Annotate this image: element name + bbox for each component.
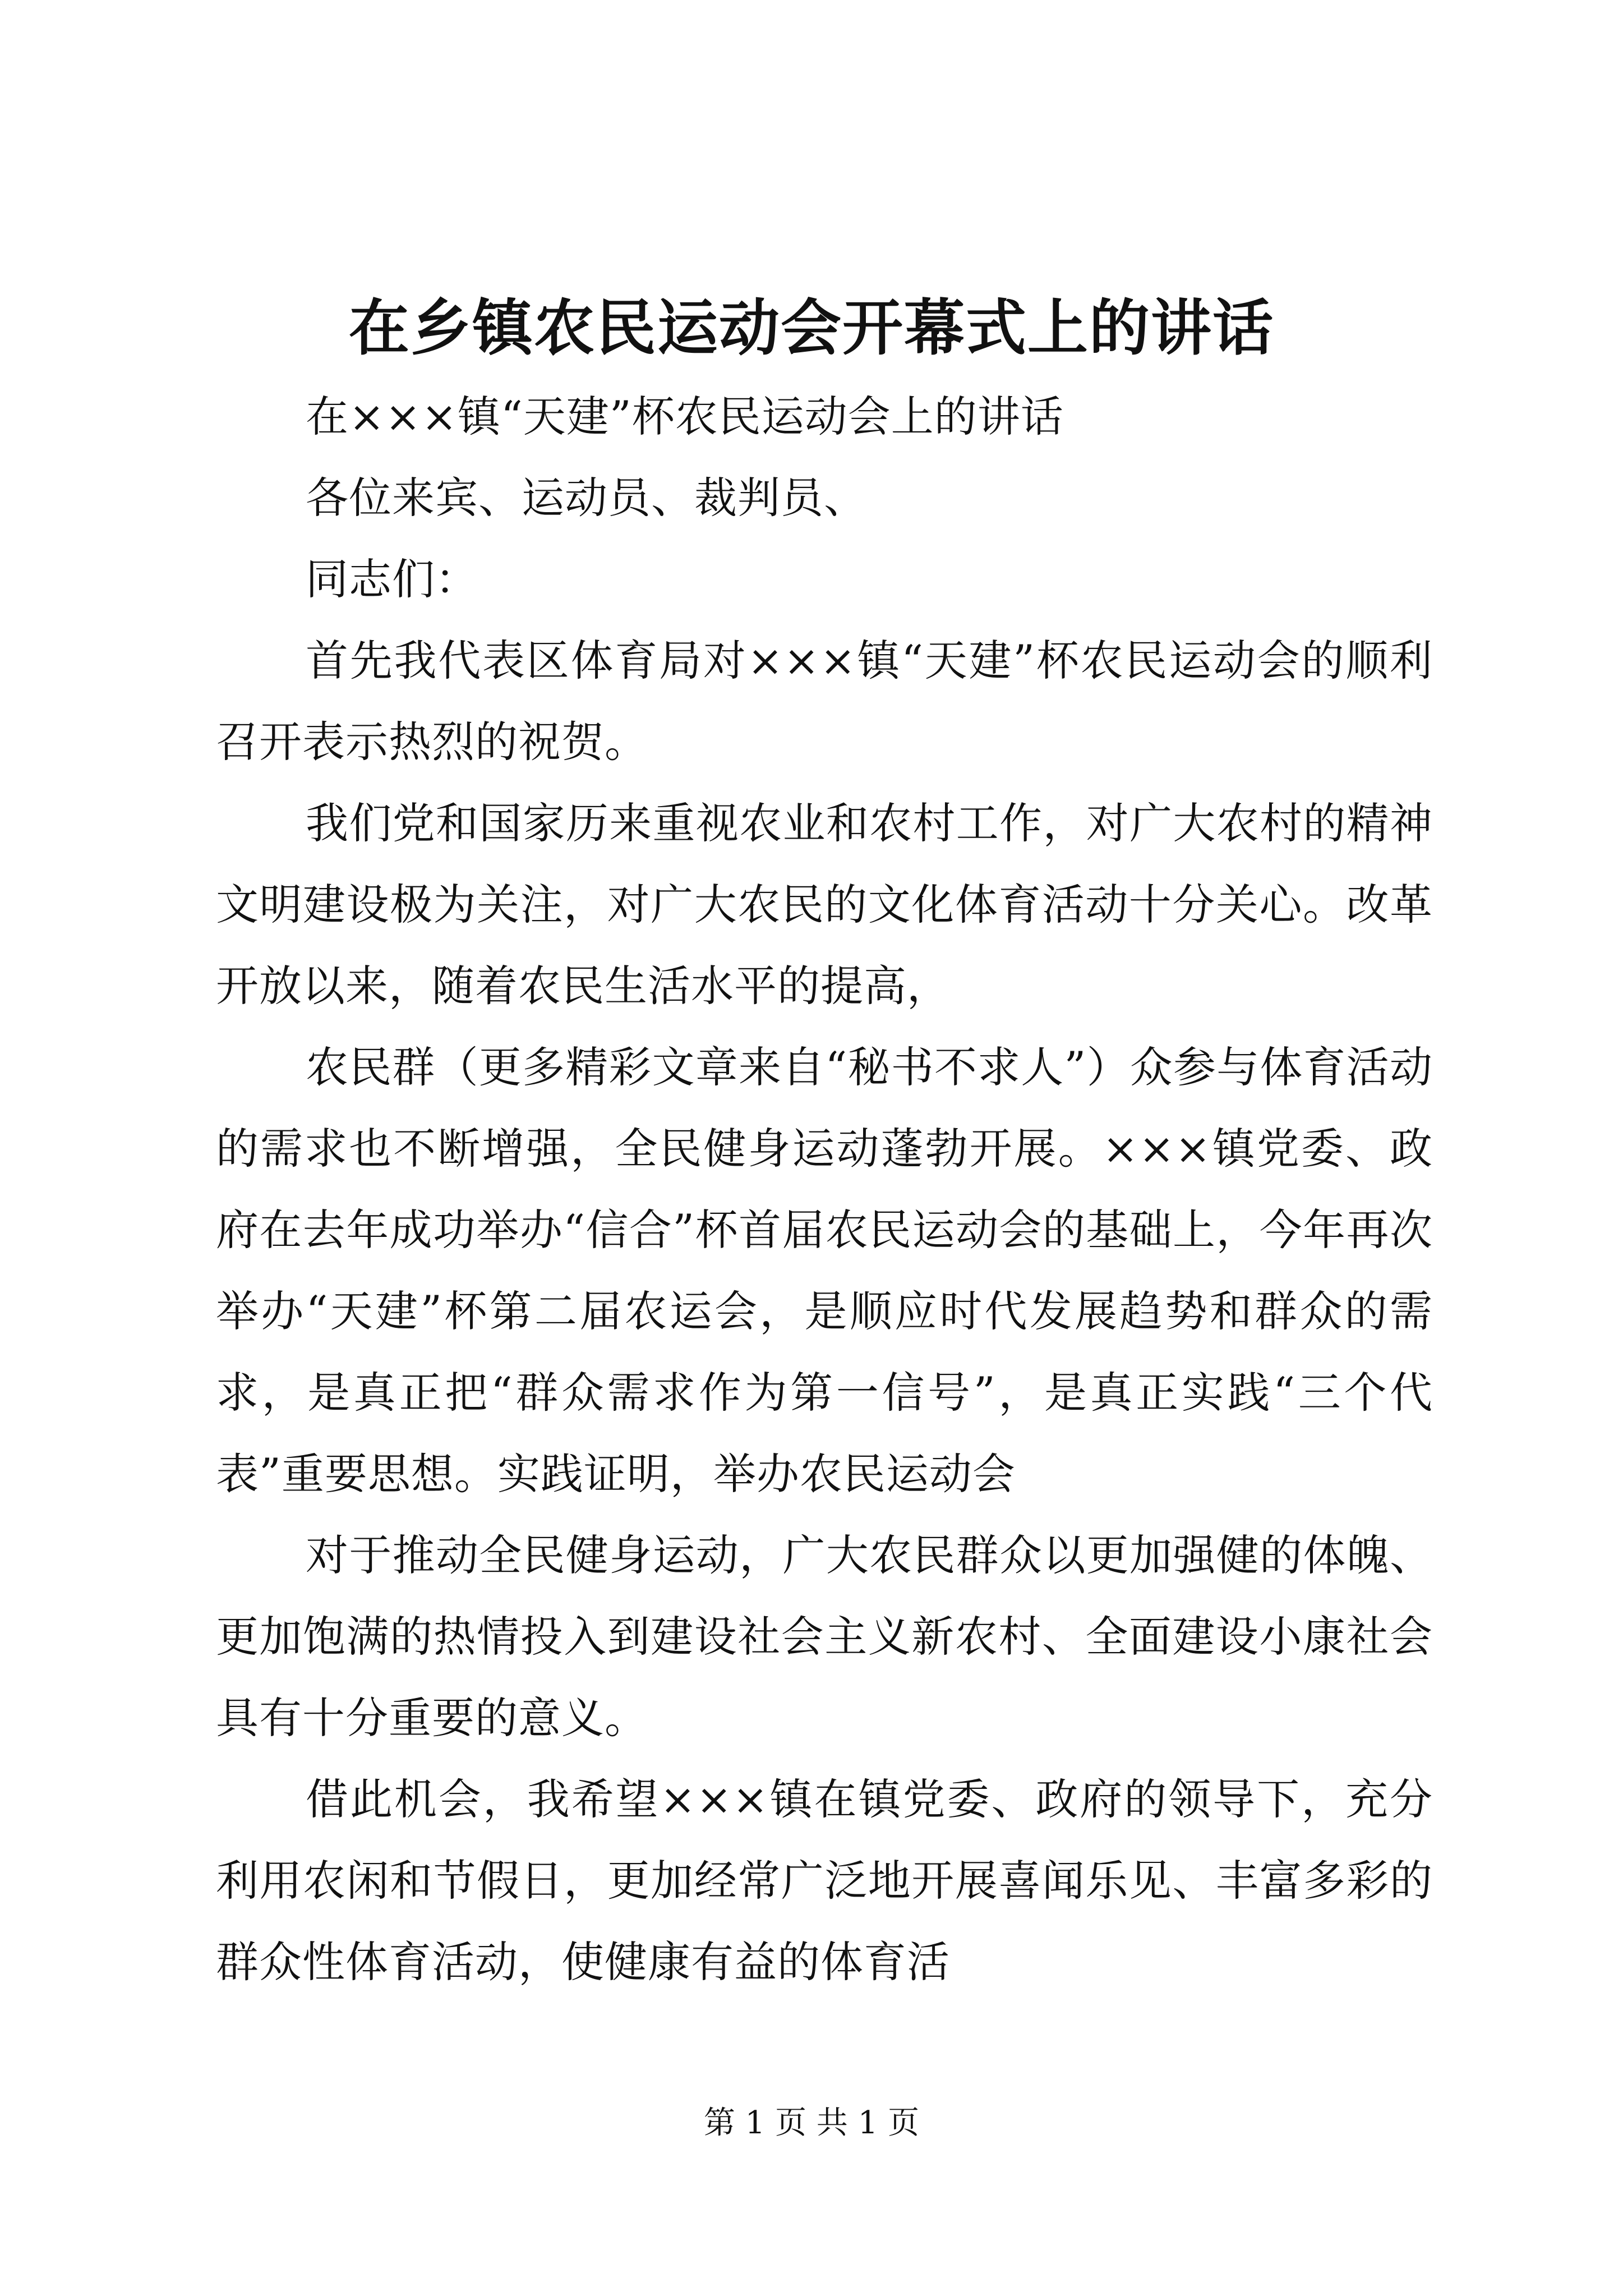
page-title: 在乡镇农民运动会开幕式上的讲话 xyxy=(348,293,1274,364)
paragraph-demand-growth: 农民群（更多精彩文章来自“秘书不求人”）众参与体育活动的需求也不断增强，全民健身运动蓬勃开展。×××镇党委、政府在去年成功举办“信合”杯首届农民运动会的基础上，今年再次举办“天建”杯第二届农运会，是顺应时代发展趋势和群众的需求，是真正把“群众需求作为第一信号”，是真正实践“三个代表”重要思想。实践证明，举办农民运动会 xyxy=(216,1042,1433,1499)
paragraph-congratulations: 首先我代表区体育局对×××镇“天建”杯农民运动会的顺利召开表示热烈的祝贺。 xyxy=(216,636,1433,767)
paragraph-salutation-guests: 各位来宾、运动员、裁判员、 xyxy=(306,473,867,523)
paragraph-hopes: 借此机会，我希望×××镇在镇党委、政府的领导下，充分利用农闲和节假日，更加经常广泛地开展喜闻乐见、丰富多彩的群众性体育活动，使健康有益的体育活 xyxy=(216,1774,1433,1987)
paragraph-subtitle: 在×××镇“天建”杯农民运动会上的讲话 xyxy=(306,392,1064,441)
page-footer: 第 1 页 共 1 页 xyxy=(703,2105,920,2141)
paragraph-party-attention: 我们党和国家历来重视农业和农村工作，对广大农村的精神文明建设极为关注，对广大农民的文化体育活动十分关心。改革开放以来，随着农民生活水平的提高， xyxy=(216,798,1433,1011)
paragraph-salutation-comrades: 同志们： xyxy=(306,554,478,604)
paragraph-significance: 对于推动全民健身运动，广大农民群众以更加强健的体魄、更加饱满的热情投入到建设社会主义新农村、全面建设小康社会具有十分重要的意义。 xyxy=(216,1530,1433,1743)
document-body xyxy=(216,376,1433,2003)
